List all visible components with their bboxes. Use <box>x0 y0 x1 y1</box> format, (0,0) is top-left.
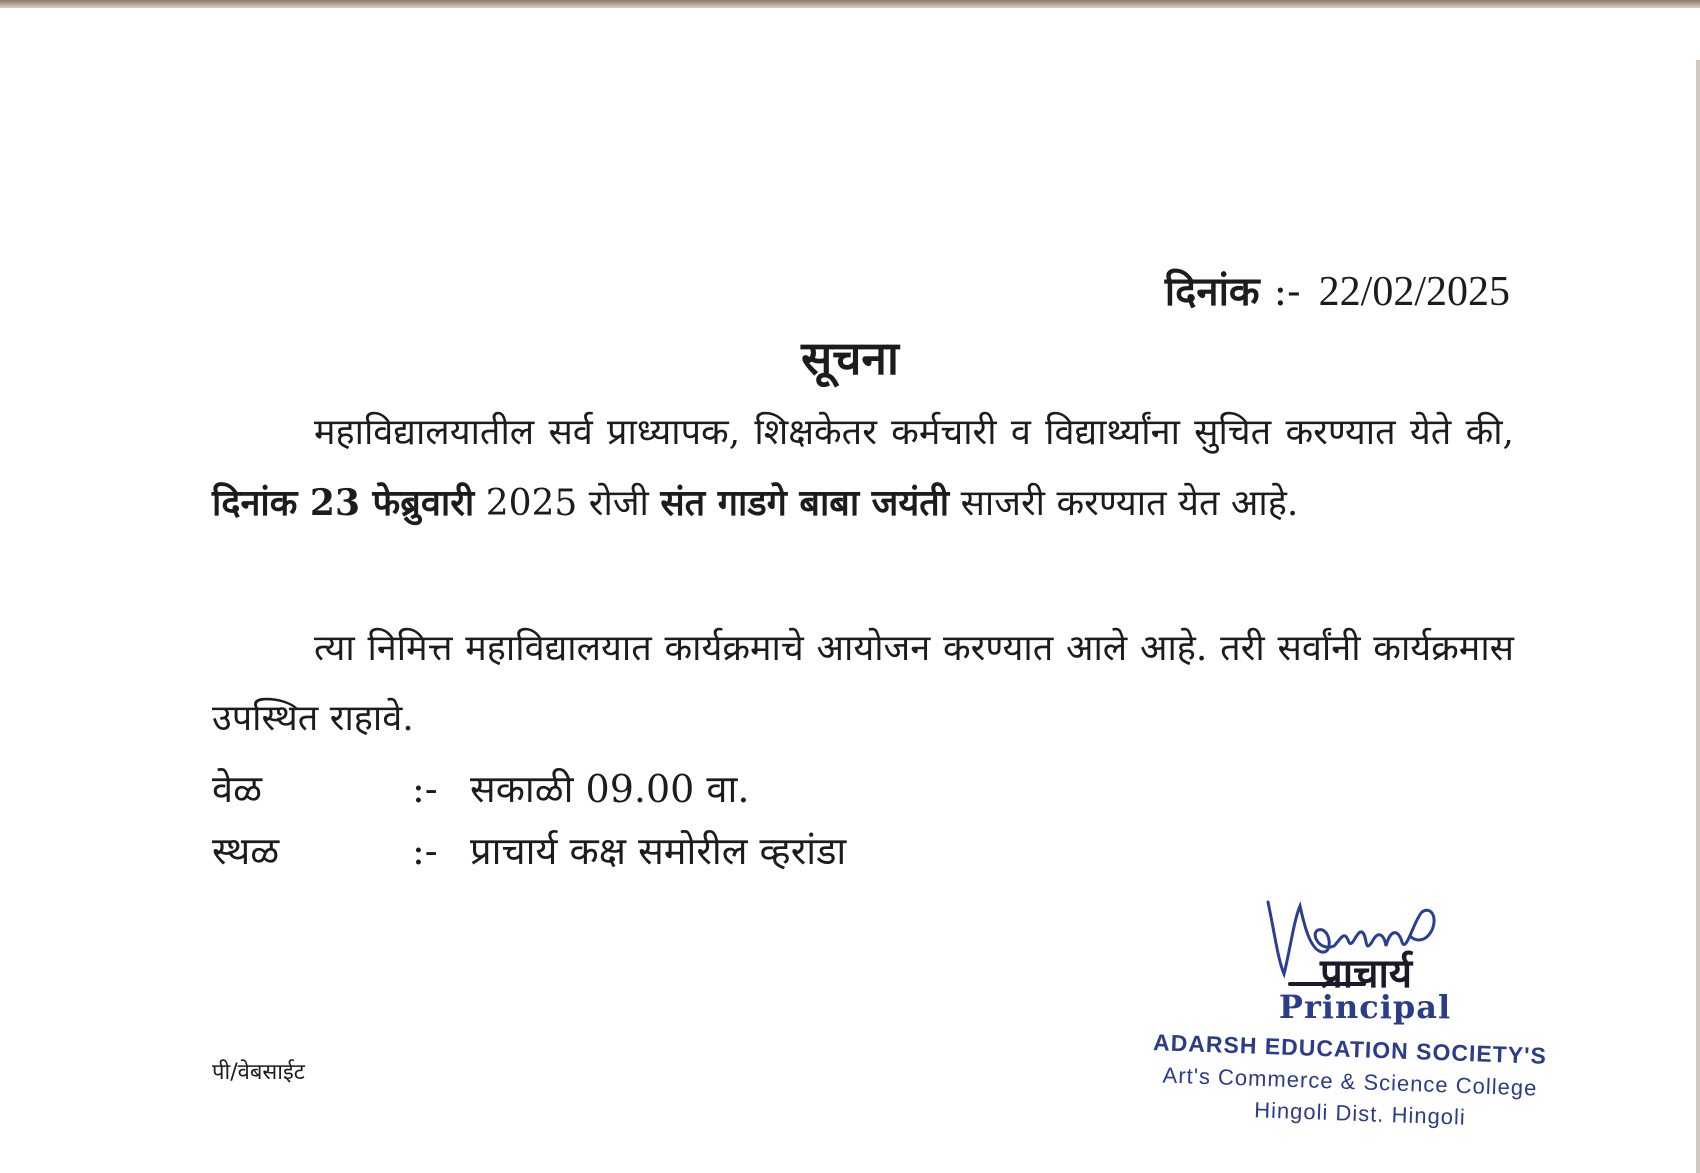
para1-intro: महाविद्यालयातील सर्व प्राध्यापक, शिक्षकेतर कर्मचारी व विद्यार्थ्यांना सुचित करण्यात येते की, <box>314 412 1514 453</box>
place-separator: :- <box>412 829 438 873</box>
place-row <box>212 824 846 876</box>
paper-top-edge <box>0 0 1700 8</box>
date-label: दिनांक <box>1164 268 1260 315</box>
date-separator: :- <box>1273 269 1301 315</box>
notice-paragraph-2 <box>212 614 1514 754</box>
para1-year: 2025 <box>485 483 578 524</box>
para1-event-date: दिनांक 23 फेब्रुवारी <box>212 482 475 524</box>
signature-block <box>1130 890 1570 1140</box>
place-value: प्राचार्य कक्ष समोरील व्हरांडा <box>470 829 847 873</box>
stamp-society-name: ADARSH EDUCATION SOCIETY'S <box>1152 1029 1548 1069</box>
para1-tail: साजरी करण्यात येत आहे. <box>960 483 1299 524</box>
notice-paragraph-1 <box>212 398 1514 539</box>
footer-note: पी/वेबसाईट <box>212 1060 305 1085</box>
principal-designation-marathi: प्राचार्य <box>1320 950 1413 997</box>
para1-event-name: संत गाडगे बाबा जयंती <box>660 482 950 524</box>
date-value: 22/02/2025 <box>1318 269 1510 315</box>
time-row <box>212 762 749 814</box>
stamp-location: Hingoli Dist. Hingoli <box>1253 1097 1467 1130</box>
notice-title: सूचना <box>801 331 899 385</box>
para2-text: त्या निमित्त महाविद्यालयात कार्यक्रमाचे आयोजन करण्यात आले आहे. तरी सर्वांनी कार्यक्रमास उपस्थित राहावे. <box>212 628 1514 739</box>
time-label: वेळ <box>212 767 263 811</box>
para1-roji: रोजी <box>588 483 649 524</box>
place-label: स्थळ <box>212 829 280 873</box>
paper-right-edge <box>1696 60 1700 1173</box>
notice-date <box>1165 262 1510 317</box>
stamp-college-name: Art's Commerce & Science College <box>1162 1062 1538 1101</box>
principal-stamp <box>1130 988 1570 1130</box>
time-value: सकाळी 09.00 वा. <box>470 767 750 811</box>
stamp-title: Principal <box>1278 988 1452 1026</box>
time-separator: :- <box>412 767 438 811</box>
